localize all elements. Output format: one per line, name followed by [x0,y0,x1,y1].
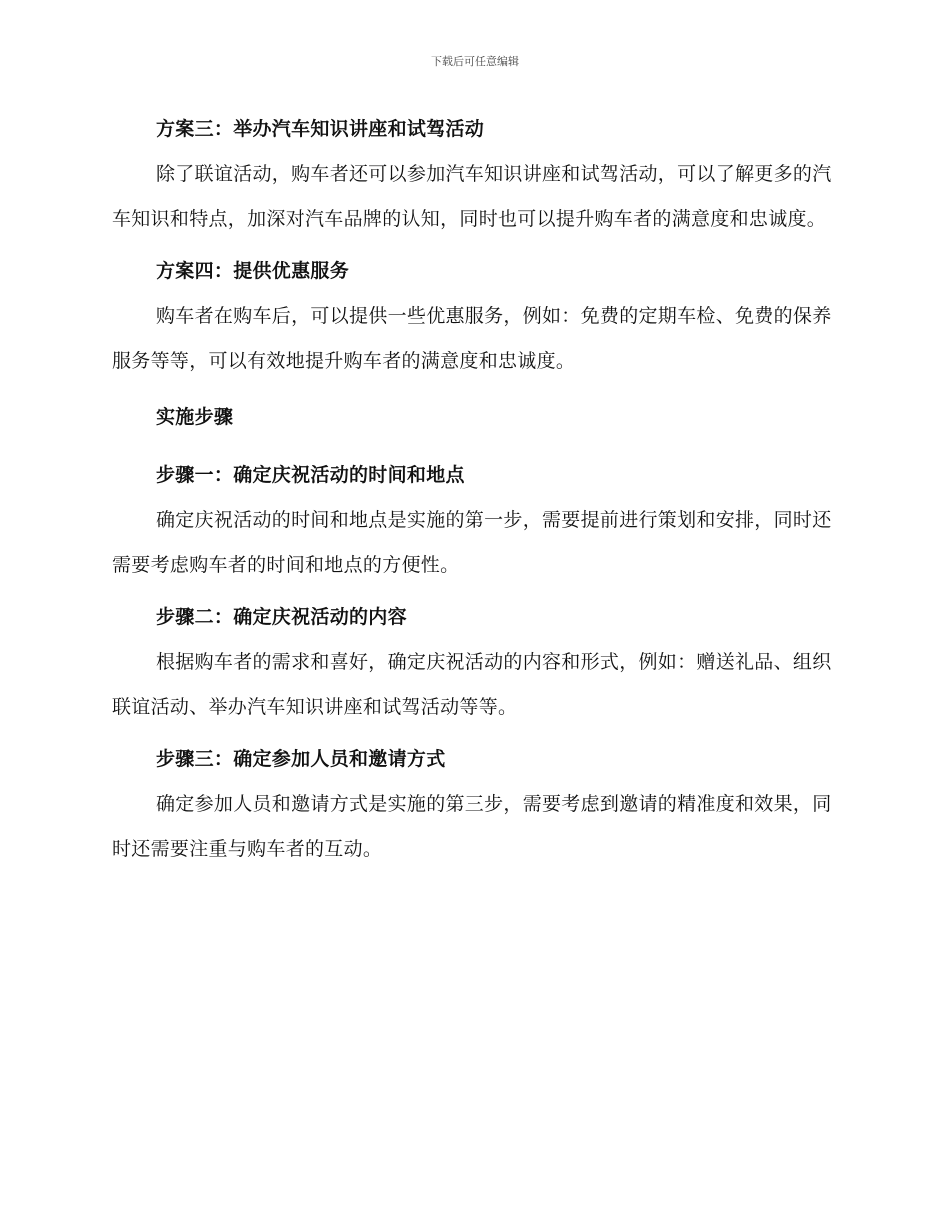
section-heading-step-two: 步骤二：确定庆祝活动的内容 [156,606,407,628]
page-header: 下载后可任意编辑 [431,55,519,68]
section-heading-step-three: 步骤三：确定参加人员和邀请方式 [156,748,446,770]
section-body-plan-three: 除了联谊活动，购车者还可以参加汽车知识讲座和试驾活动，可以了解更多的汽车知识和特点，加深对汽车品牌的认知，同时也可以提升购车者的满意度和忠诚度。 [112,163,832,230]
document-body [112,112,832,872]
section-body-plan-four: 购车者在购车后，可以提供一些优惠服务，例如：免费的定期车检、免费的保养服务等等，可以有效地提升购车者的满意度和忠诚度。 [112,305,832,372]
section-heading-plan-four: 方案四：提供优惠服务 [156,260,350,282]
section-body-step-one: 确定庆祝活动的时间和地点是实施的第一步，需要提前进行策划和安排，同时还需要考虑购车者的时间和地点的方便性。 [112,509,832,576]
section-heading-step-one: 步骤一：确定庆祝活动的时间和地点 [156,464,465,486]
section-heading-plan-three: 方案三：举办汽车知识讲座和试驾活动 [156,118,485,140]
section-body-step-three: 确定参加人员和邀请方式是实施的第三步，需要考虑到邀请的精准度和效果，同时还需要注重与购车者的互动。 [112,793,832,860]
section-body-step-two: 根据购车者的需求和喜好，确定庆祝活动的内容和形式，例如：赠送礼品、组织联谊活动、举办汽车知识讲座和试驾活动等等。 [112,651,832,718]
section-heading-implementation-steps: 实施步骤 [156,406,234,428]
